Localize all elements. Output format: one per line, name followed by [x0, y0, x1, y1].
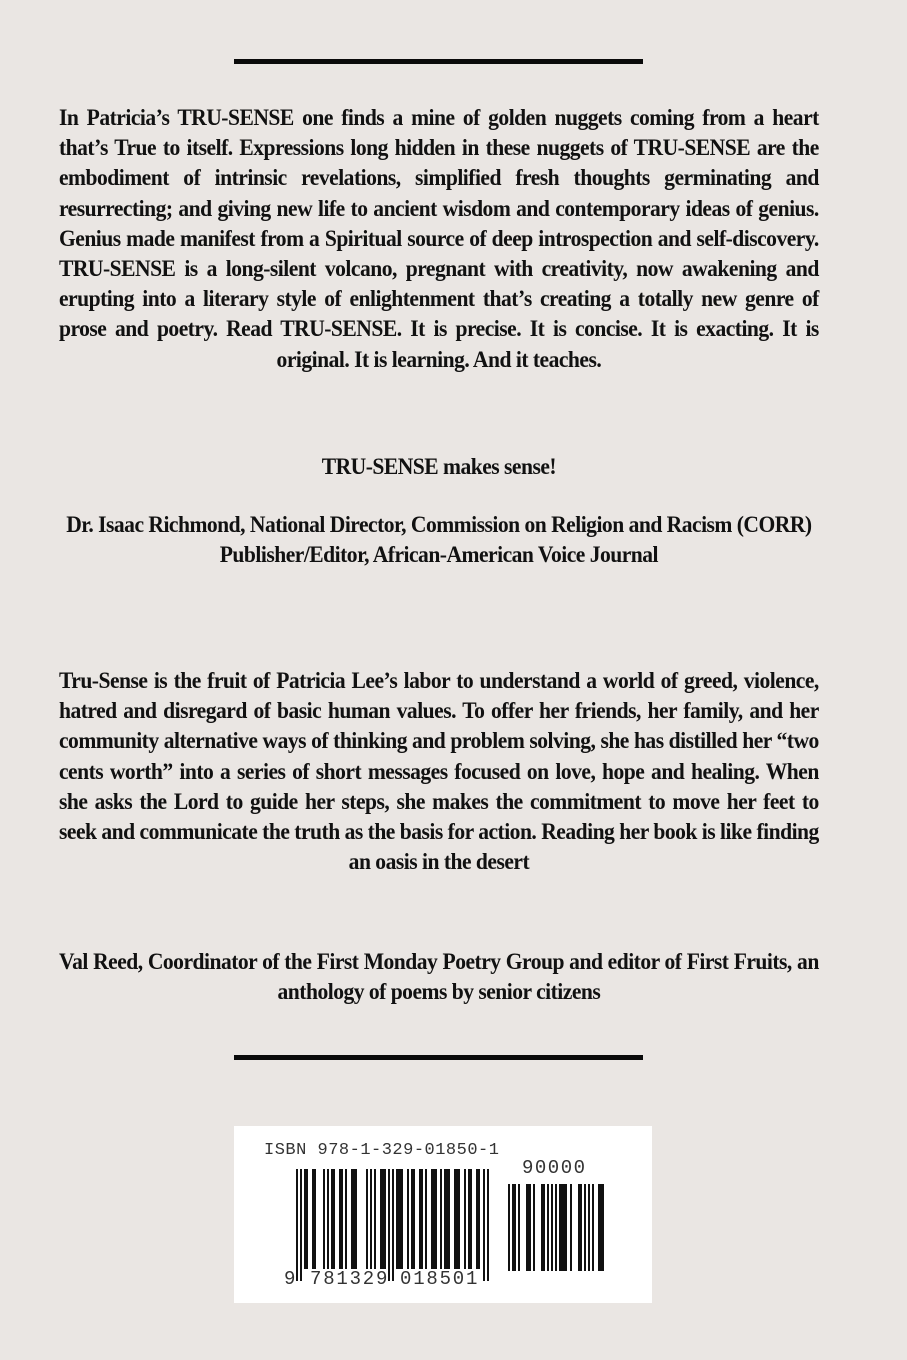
- attribution-1-line1: Dr. Isaac Richmond, National Director, Commission on Religion and Racism (CORR): [66, 512, 812, 538]
- barcode-bar: [407, 1169, 409, 1269]
- barcode-bar: [526, 1184, 530, 1271]
- barcode-bar: [351, 1169, 357, 1269]
- barcode-bar: [440, 1169, 442, 1269]
- endorsement-2: [59, 666, 819, 877]
- barcode-bar: [300, 1169, 302, 1281]
- barcode-bar: [541, 1184, 545, 1271]
- barcode-bar: [339, 1169, 343, 1269]
- barcode-bar: [578, 1184, 582, 1271]
- tagline: [59, 452, 819, 482]
- ean-first-digit: 9: [284, 1268, 298, 1290]
- barcode-bar: [296, 1169, 298, 1281]
- barcode-bar: [592, 1184, 594, 1271]
- barcode-bar: [551, 1184, 553, 1271]
- barcode-bar: [411, 1169, 415, 1269]
- barcode-bar: [380, 1169, 386, 1269]
- barcode-bar: [512, 1184, 516, 1271]
- addon-bars: [508, 1184, 604, 1271]
- ean-right-group: 018501: [400, 1268, 480, 1290]
- barcode-bar: [584, 1184, 586, 1271]
- barcode-bar: [555, 1184, 557, 1271]
- barcode-bar: [464, 1169, 466, 1269]
- barcode-bar: [483, 1169, 485, 1281]
- endorsement-2-attribution: [59, 947, 819, 1007]
- attribution-1-line2: Publisher/Editor, African-American Voice Journal: [219, 542, 659, 569]
- barcode-bar: [425, 1169, 427, 1269]
- endorsement-1: [59, 103, 819, 375]
- barcode-bar: [374, 1169, 376, 1269]
- isbn-barcode: [234, 1126, 652, 1303]
- barcode-bar: [392, 1169, 394, 1281]
- barcode-bar: [304, 1169, 308, 1269]
- barcode-bar: [366, 1169, 368, 1269]
- ean13-bars: [296, 1169, 491, 1281]
- top-divider-rule: [234, 59, 643, 64]
- barcode-bar: [588, 1184, 590, 1271]
- barcode-bar: [444, 1169, 450, 1269]
- barcode-bar: [547, 1184, 549, 1271]
- barcode-bar: [312, 1169, 316, 1269]
- barcode-bar: [323, 1169, 325, 1269]
- barcode-bar: [327, 1169, 329, 1269]
- barcode-bar: [454, 1169, 460, 1269]
- barcode-bar: [508, 1184, 510, 1271]
- barcode-bar: [388, 1169, 390, 1281]
- isbn-label: ISBN 978-1-329-01850-1: [264, 1141, 500, 1160]
- tagline-text: TRU-SENSE makes sense!: [321, 454, 557, 480]
- barcode-bar: [559, 1184, 567, 1271]
- barcode-bar: [370, 1169, 372, 1269]
- barcode-bar: [570, 1184, 572, 1271]
- barcode-bar: [598, 1184, 604, 1271]
- barcode-bar: [345, 1169, 347, 1269]
- barcode-bar: [468, 1169, 472, 1269]
- ean-left-group: 781329: [310, 1268, 390, 1290]
- addon-digits: 90000: [522, 1157, 587, 1179]
- barcode-bar: [487, 1169, 489, 1281]
- bottom-divider-rule: [234, 1055, 643, 1060]
- barcode-bar: [533, 1184, 535, 1271]
- barcode-bar: [331, 1169, 335, 1269]
- attribution-2-text: Val Reed, Coordinator of the First Monday Poetry Group and editor of First Fruits, an anthology of poems by senior citizens: [59, 949, 819, 1006]
- barcode-bar: [431, 1169, 437, 1269]
- endorsement-1-attribution: [59, 510, 819, 570]
- endorsement-1-body: In Patricia’s TRU-SENSE one finds a mine of golden nuggets coming from a heart that’s True to itself. Expressions long hidden in these nuggets of TRU-SENSE are the embodiment of intrinsic revelations, simplified fresh thoughts germinating and resurrecting; and giving new life to ancient wisdom and contemporary ideas of genius. Genius made manifest from a Spiritual source of deep introspection and self-discovery. TRU-SENSE is a long-silent volcano, pregnant with creativity, now awakening and erupting into a literary style of enlightenment that’s creating a totally new genre of prose and poetry. Read TRU-SENSE. It is precise. It is concise. It is exacting. It is original. It is learning. And it teaches.: [59, 105, 819, 373]
- barcode-bar: [396, 1169, 402, 1269]
- barcode-bar: [518, 1184, 520, 1271]
- barcode-bar: [476, 1169, 480, 1269]
- endorsement-2-body: Tru-Sense is the fruit of Patricia Lee’s labor to understand a world of greed, violence, hatred and disregard of basic human values. To offer her friends, her family, and her community alternative ways of thinking and problem solving, she has distilled her “two cents worth” into a series of short messages focused on love, hope and healing. When she asks the Lord to guide her steps, she makes the commitment to move her feet to seek and communicate the truth as the basis for action. Reading her book is like finding an oasis in the desert: [59, 668, 819, 876]
- barcode-bar: [419, 1169, 423, 1269]
